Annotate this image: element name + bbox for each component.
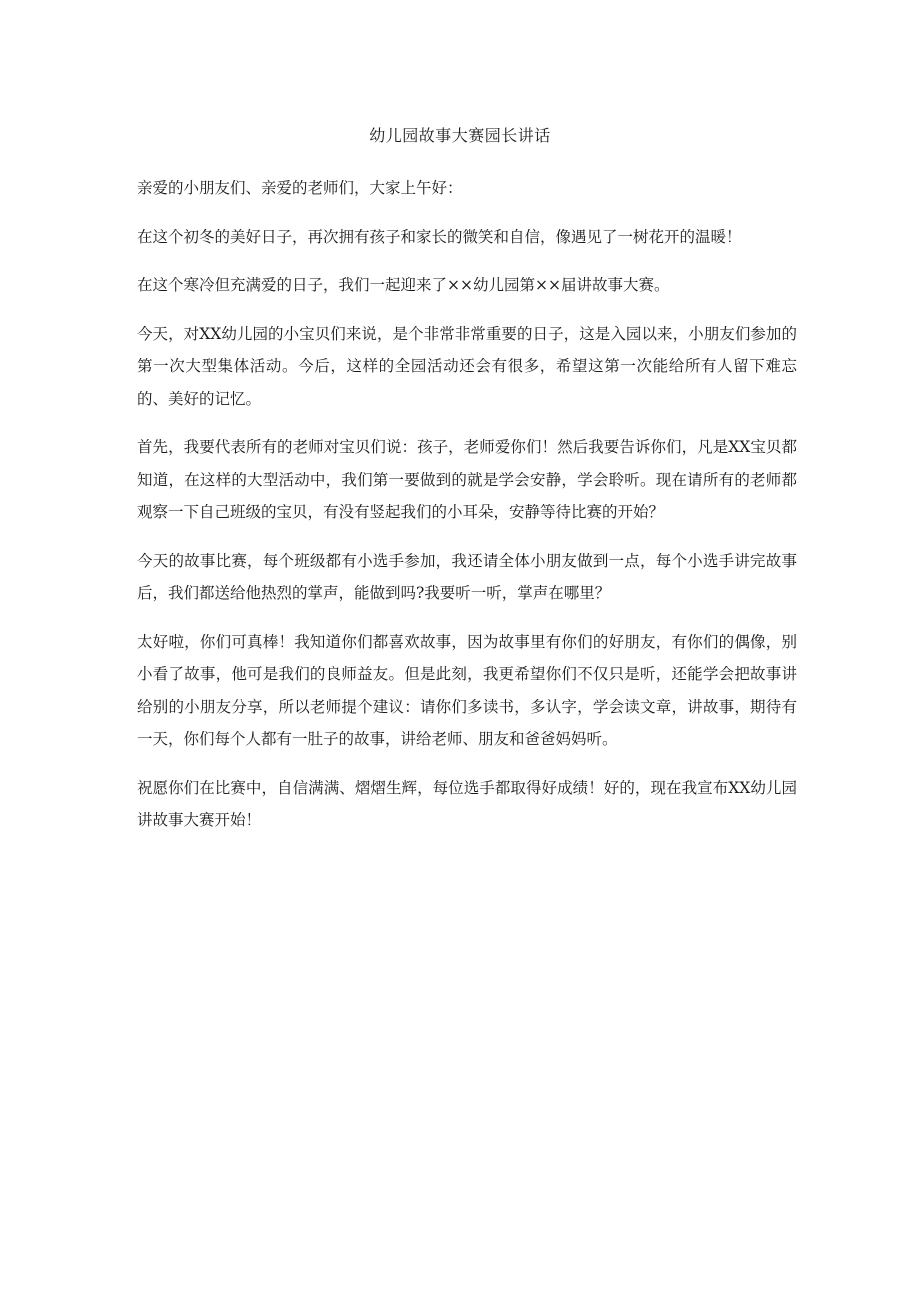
paragraph-opening: 在这个初冬的美好日子，再次拥有孩子和家长的微笑和自信，像遇见了一树花开的温暖！ (137, 227, 742, 246)
paragraph-encouragement: 太好啦，你们可真棒！我知道你们都喜欢故事，因为故事里有你们的好朋友，有你们的偶像，别小看了故事，他可是我们的良师益友。但是此刻，我更希望你们不仅只是听，还能学会把故事讲给别的小朋友分享，所以老师提个建议：请你们多读书，多认字，学会读文章，讲故事，期待有一天，你们每个人都有一肚子的故事，讲给老师、朋友和爸爸妈妈听。 (137, 632, 797, 748)
paragraph-closing: 祝愿你们在比赛中，自信满满、熠熠生辉，每位选手都取得好成绩！好的，现在我宣布XX幼儿园讲故事大赛开始！ (137, 778, 797, 829)
paragraph-greeting: 亲爱的小朋友们、亲爱的老师们，大家上午好： (137, 179, 463, 197)
paragraph-applause: 今天的故事比赛，每个班级都有小选手参加，我还请全体小朋友做到一点，每个小选手讲完故事后，我们都送给他热烈的掌声，能做到吗?我要听一听，掌声在哪里？ (137, 551, 797, 602)
document-title: 幼儿园故事大赛园长讲话 (369, 126, 551, 145)
paragraph-teachers-message: 首先，我要代表所有的老师对宝贝们说：孩子，老师爱你们！然后我要告诉你们，凡是XX宝贝都知道，在这样的大型活动中，我们第一要做到的就是学会安静，学会聆听。现在请所有的老师都观察一下自己班级的宝贝，有没有竖起我们的小耳朵，安静等待比赛的开始？ (137, 438, 797, 521)
paragraph-event-intro: 在这个寒冷但充满爱的日子，我们一起迎来了××幼儿园第××届讲故事大赛。 (137, 276, 670, 294)
paragraph-importance: 今天，对XX幼儿园的小宝贝们来说，是个非常非常重要的日子，这是入园以来，小朋友们参加的第一次大型集体活动。今后，这样的全园活动还会有很多，希望这第一次能给所有人留下难忘的、美好的记忆。 (137, 324, 797, 408)
document-body (137, 172, 797, 853)
